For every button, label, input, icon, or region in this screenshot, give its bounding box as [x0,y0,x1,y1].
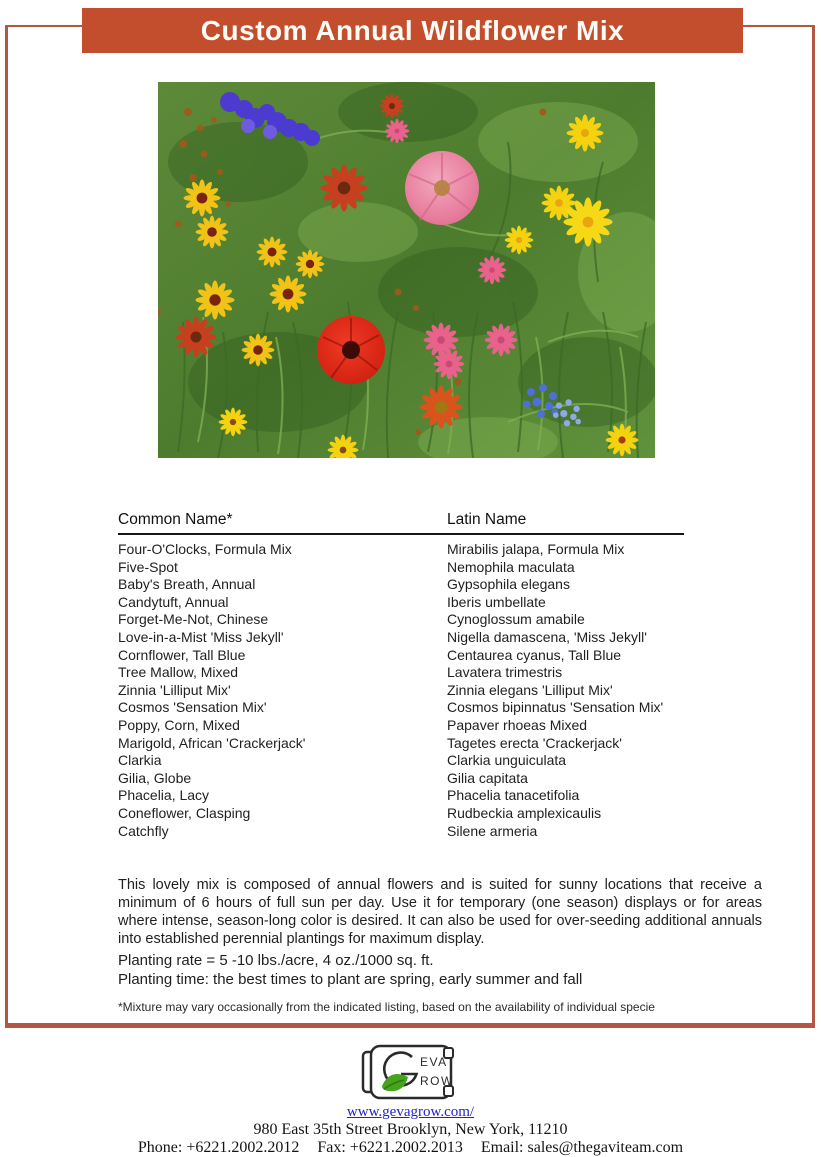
table-row [118,664,684,682]
website-link[interactable]: www.gevagrow.com/ [346,1104,475,1120]
latin-name-cell: Cynoglossum amabile [447,611,585,628]
table-row [118,559,684,577]
table-row [118,541,684,559]
table-row [118,752,684,770]
table-row [118,629,684,647]
latin-name-cell: Nigella damascena, 'Miss Jekyll' [447,628,647,645]
table-row [118,735,684,753]
email-text: Email: sales@thegaviteam.com [480,1139,684,1156]
gevagrow-logo-art [360,1040,460,1104]
wildflower-photo [158,82,655,458]
description-paragraph: This lovely mix is composed of annual flowers and is suited for sunny locations that receive a minimum of 6 hours of full sun per day. Use it for temporary (one season) displays or for areas where intense, season-long color is desired. It can also be used for over-seeding additional annuals into established perennial plantings for maximum display. [118,876,762,947]
table-row [118,611,684,629]
logo-text-eva: EVA [420,1055,448,1069]
logo-text-row: ROW [420,1074,454,1088]
common-name-cell: Phacelia, Lacy [118,787,210,804]
species-table-body [118,541,684,840]
common-name-cell: Zinnia 'Lilliput Mix' [118,681,231,698]
common-name-cell: Baby's Breath, Annual [118,576,256,593]
latin-name-cell: Phacelia tanacetifolia [447,787,580,804]
address-line: 980 East 35th Street Brooklyn, New York, 11210 [253,1121,568,1138]
table-row [118,647,684,665]
fax-text: Fax: +6221.2002.2013 [317,1139,463,1156]
table-row [118,594,684,612]
latin-name-cell: Cosmos bipinnatus 'Sensation Mix' [447,699,664,716]
page-title: Custom Annual Wildflower Mix [200,14,625,46]
latin-name-cell: Gilia capitata [447,769,528,786]
common-name-header: Common Name* [118,511,233,528]
table-row [118,576,684,594]
common-name-cell: Poppy, Corn, Mixed [118,716,240,733]
latin-name-cell: Tagetes erecta 'Crackerjack' [447,734,622,751]
common-name-cell: Catchfly [118,822,169,839]
table-row [118,770,684,788]
table-row [118,682,684,700]
common-name-cell: Four-O'Clocks, Formula Mix [118,541,292,557]
title-banner [82,8,743,53]
planting-rate: Planting rate = 5 -10 lbs./acre, 4 oz./1000 sq. ft. [118,952,434,969]
common-name-cell: Marigold, African 'Crackerjack' [118,734,306,751]
phone-text: Phone: +6221.2002.2012 [137,1139,300,1156]
contact-line [0,1139,821,1157]
common-name-cell: Tree Mallow, Mixed [118,664,239,681]
red-poppy [317,316,385,384]
common-name-cell: Forget-Me-Not, Chinese [118,611,269,628]
common-name-cell: Coneflower, Clasping [118,804,251,821]
wildflower-photo-art [158,82,655,458]
latin-name-cell: Iberis umbellate [447,593,546,610]
latin-name-cell: Rudbeckia amplexicaulis [447,804,602,821]
table-row [118,823,684,841]
common-name-cell: Clarkia [118,752,162,769]
common-name-cell: Gilia, Globe [118,769,192,786]
pink-poppy [405,151,479,225]
gevagrow-logo [360,1040,460,1104]
latin-name-cell: Centaurea cyanus, Tall Blue [447,646,622,663]
mixture-footnote: *Mixture may vary occasionally from the indicated listing, based on the availability of individual specie [118,1000,655,1014]
latin-name-cell: Zinnia elegans 'Lilliput Mix' [447,681,613,698]
latin-name-cell: Nemophila maculata [447,558,575,575]
species-table [118,511,684,840]
planting-info [118,952,762,989]
table-row [118,699,684,717]
latin-name-header: Latin Name [447,511,527,528]
table-row [118,717,684,735]
latin-name-cell: Papaver rhoeas Mixed [447,716,588,733]
footer [0,1103,821,1157]
latin-name-cell: Mirabilis jalapa, Formula Mix [447,541,625,557]
planting-time: Planting time: the best times to plant are spring, early summer and fall [118,970,583,988]
common-name-cell: Love-in-a-Mist 'Miss Jekyll' [118,628,284,645]
latin-name-cell: Gypsophila elegans [447,576,570,593]
common-name-cell: Five-Spot [118,558,178,575]
common-name-cell: Cosmos 'Sensation Mix' [118,699,267,716]
common-name-cell: Candytuft, Annual [118,593,229,610]
table-row [118,787,684,805]
latin-name-cell: Lavatera trimestris [447,664,563,681]
latin-name-cell: Silene armeria [447,822,538,839]
species-table-header [118,511,684,535]
table-row [118,805,684,823]
common-name-cell: Cornflower, Tall Blue [118,646,246,663]
latin-name-cell: Clarkia unguiculata [447,752,567,769]
